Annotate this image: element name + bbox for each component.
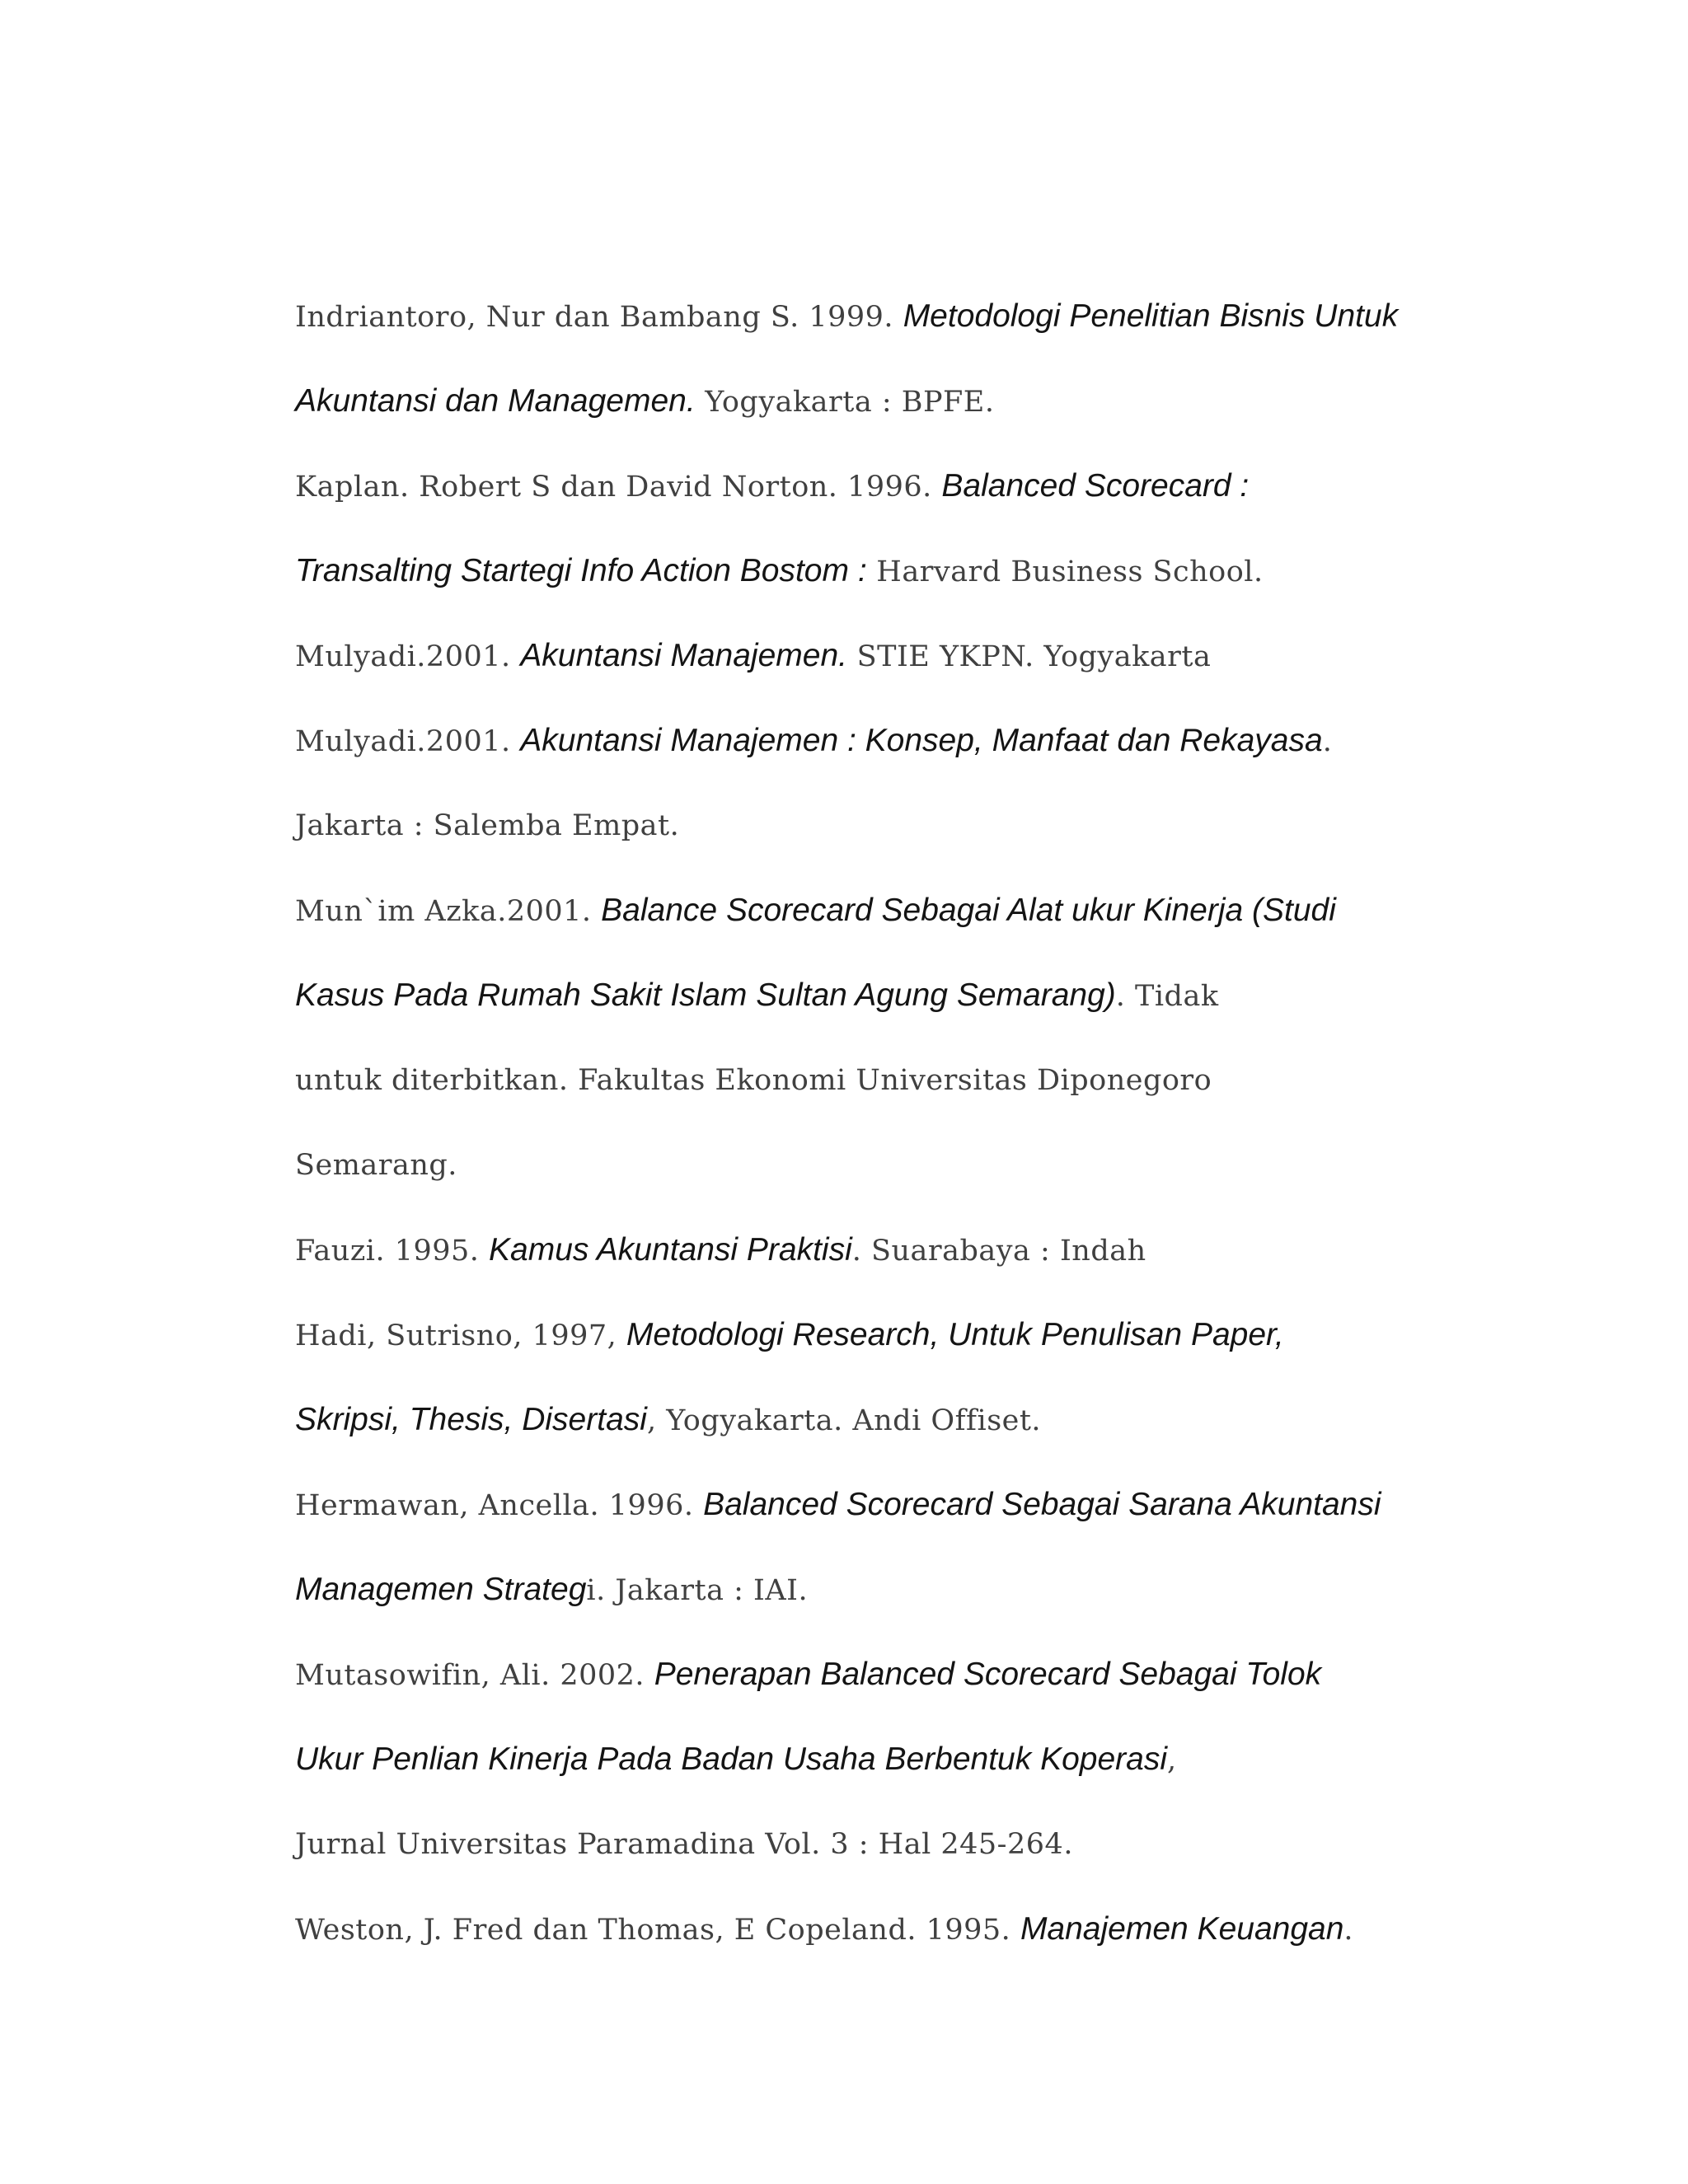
book-title-text: Penerapan Balanced Scorecard Sebagai Tolok	[654, 1657, 1322, 1692]
book-title-text: Ukur Penlian Kinerja Pada Badan Usaha Berbentuk Koperasi	[295, 1741, 1167, 1777]
reference-line	[295, 715, 1474, 799]
author-year-text: Kaplan. Robert S dan David Norton. 1996.	[295, 471, 942, 504]
author-year-text: Indriantoro, Nur dan Bambang S. 1999.	[295, 301, 903, 334]
author-year-text: Mulyadi.2001.	[295, 725, 521, 758]
book-title-text: Manajemen Keuangan	[1020, 1911, 1344, 1947]
reference-line	[295, 1818, 1474, 1903]
book-title-text: Balanced Scorecard :	[941, 468, 1250, 504]
reference-line	[295, 545, 1474, 630]
punctuation-text: .	[1343, 1914, 1354, 1947]
reference-line	[295, 1054, 1474, 1139]
author-year-text: Hermawan, Ancella. 1996.	[295, 1489, 704, 1522]
punctuation-text: ,	[1167, 1744, 1177, 1777]
book-title-text: Managemen Strateg	[295, 1572, 587, 1607]
reference-line	[295, 460, 1474, 545]
reference-line	[295, 1309, 1474, 1394]
book-title-text: Metodologi Penelitian Bisnis Untuk	[903, 298, 1399, 334]
book-title-text: Kamus Akuntansi Praktisi	[489, 1232, 852, 1268]
publisher-text: Semarang.	[295, 1149, 457, 1182]
reference-line	[295, 1733, 1474, 1818]
publisher-text: i. Jakarta : IAI.	[586, 1574, 809, 1607]
author-year-text: Mulyadi.2001.	[295, 640, 521, 673]
publisher-text: . Suarabaya : Indah	[851, 1235, 1146, 1268]
book-title-text: Metodologi Research, Untuk Penulisan Paper,	[626, 1317, 1284, 1352]
reference-line	[295, 1224, 1474, 1309]
reference-line	[295, 1563, 1474, 1648]
reference-line	[295, 290, 1474, 375]
reference-line	[295, 884, 1474, 969]
author-year-text: Fauzi. 1995.	[295, 1235, 490, 1268]
publisher-text: Jakarta : Salemba Empat.	[295, 809, 680, 842]
punctuation-text: .	[1322, 725, 1333, 758]
book-title-text: Akuntansi Manajemen.	[520, 638, 847, 673]
author-year-text: Weston, J. Fred dan Thomas, E Copeland. 1995.	[295, 1914, 1020, 1947]
reference-line	[295, 1648, 1474, 1733]
reference-line	[295, 1139, 1474, 1224]
publisher-text: Harvard Business School.	[866, 555, 1264, 588]
author-year-text: Mutasowifin, Ali. 2002.	[295, 1659, 654, 1692]
reference-line	[295, 1394, 1474, 1479]
reference-line	[295, 1479, 1474, 1563]
publisher-text: Yogyakarta : BPFE.	[695, 386, 995, 419]
publisher-text: untuk diterbitkan. Fakultas Ekonomi Universitas Diponegoro	[295, 1064, 1212, 1097]
author-year-text: Hadi, Sutrisno, 1997,	[295, 1319, 626, 1352]
bibliography-list	[295, 290, 1474, 1988]
publisher-text: . Tidak	[1115, 980, 1219, 1013]
publisher-text: Jurnal Universitas Paramadina Vol. 3 : Hal 245-264.	[295, 1828, 1073, 1861]
publisher-text: STIE YKPN. Yogyakarta	[847, 640, 1212, 673]
book-title-text: Kasus Pada Rumah Sakit Islam Sultan Agung Semarang)	[295, 977, 1116, 1013]
reference-line	[295, 375, 1474, 460]
reference-line	[295, 1903, 1474, 1988]
reference-line	[295, 969, 1474, 1054]
reference-line	[295, 799, 1474, 884]
book-title-text: Akuntansi Manajemen : Konsep, Manfaat dan Rekayasa	[520, 723, 1323, 758]
book-title-text: Akuntansi dan Managemen.	[295, 383, 696, 419]
book-title-text: Transalting Startegi Info Action Bostom :	[295, 553, 867, 588]
reference-line	[295, 630, 1474, 715]
book-title-text: Balanced Scorecard Sebagai Sarana Akuntansi	[703, 1487, 1381, 1522]
author-year-text: Mun`im Azka.2001.	[295, 895, 602, 928]
book-title-text: Balance Scorecard Sebagai Alat ukur Kinerja (Studi	[601, 893, 1336, 928]
publisher-text: , Yogyakarta. Andi Offiset.	[646, 1404, 1042, 1437]
book-title-text: Skripsi, Thesis, Disertasi	[295, 1402, 647, 1437]
